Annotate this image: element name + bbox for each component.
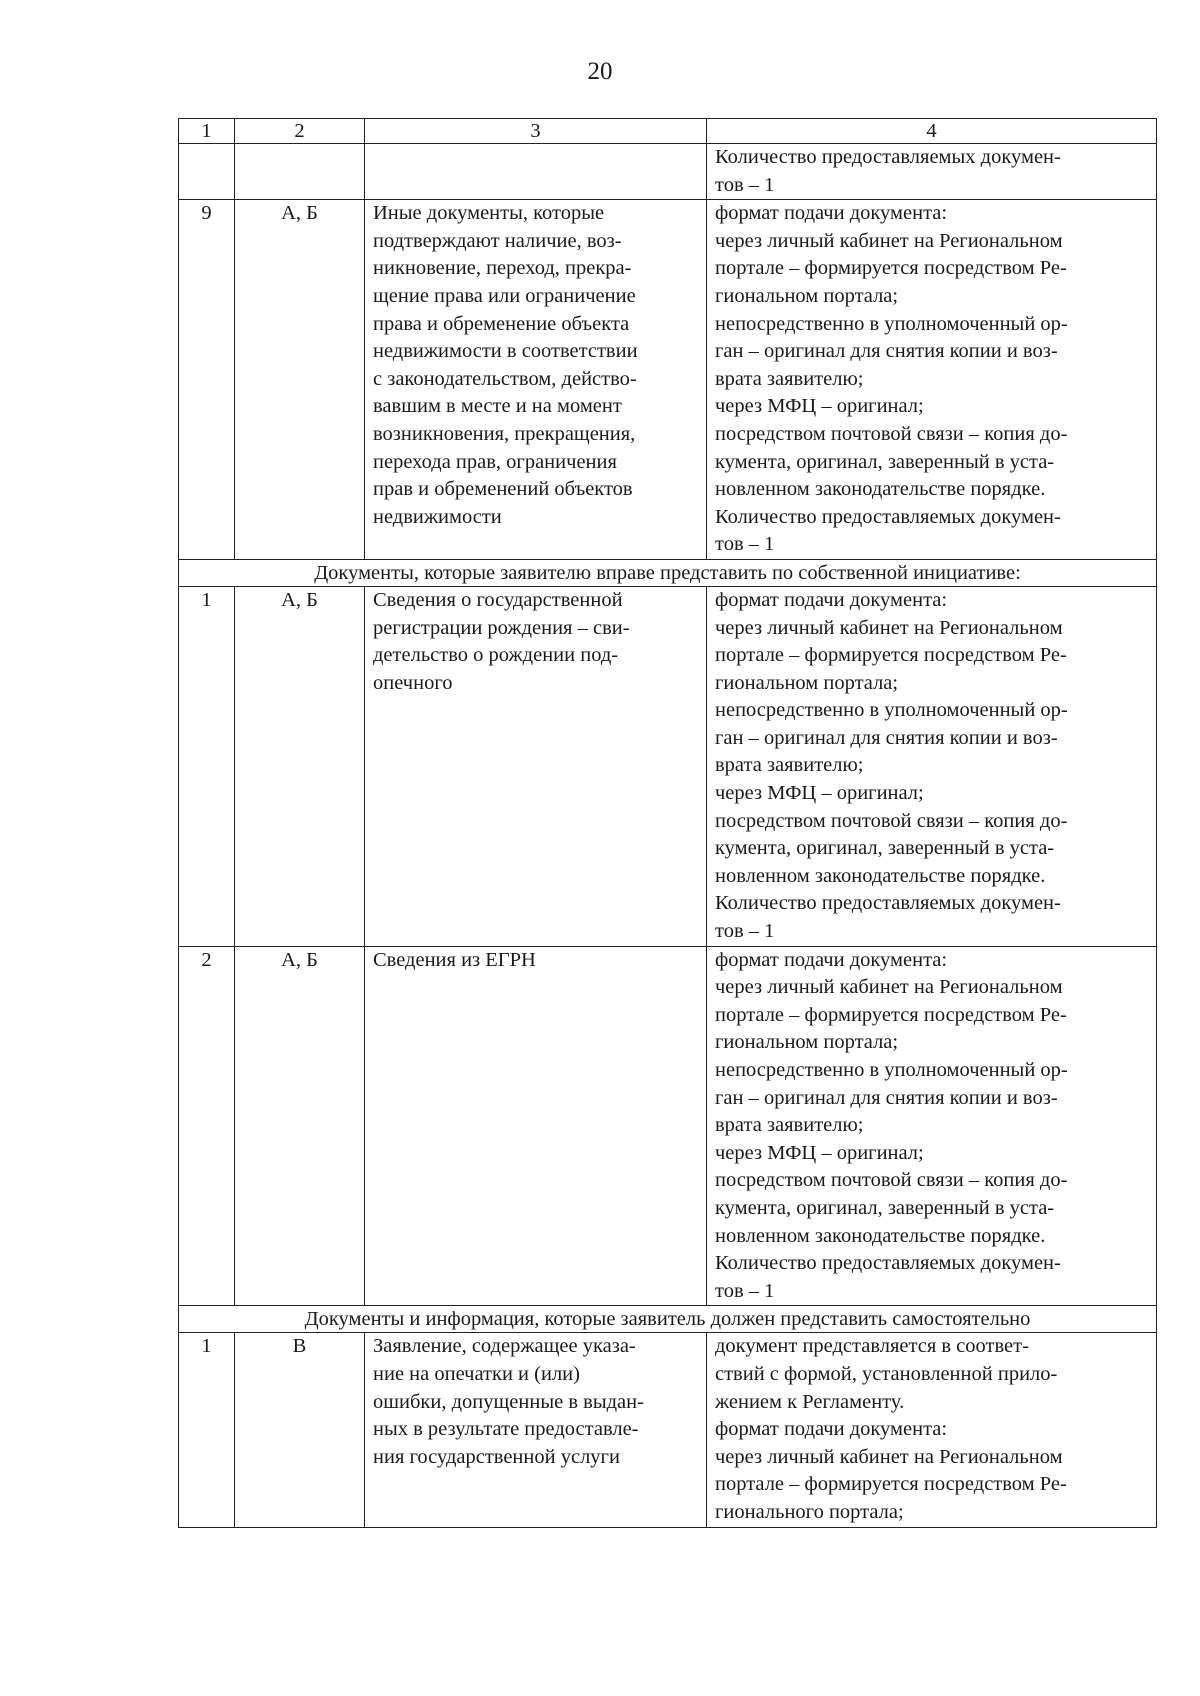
cell-text-line: непосредственно в уполномоченный ор-: [715, 699, 1068, 722]
cell-text-line: 1: [201, 588, 212, 611]
cell-text-line: Количество предоставляемых докумен-: [715, 892, 1061, 915]
cell-text-line: формат подачи документа:: [715, 1418, 948, 1441]
cell-text-line: тов – 1: [715, 173, 775, 196]
cell-text-line: формат подачи документа:: [715, 202, 948, 225]
cell-text-line: портале – формируется посредством Ре-: [715, 1003, 1067, 1026]
cell-text-line: ствий с формой, установленной прило-: [715, 1362, 1058, 1385]
table-row: [179, 946, 1157, 1306]
cell-text-line: новленном законодательстве порядке.: [715, 864, 1046, 887]
cell-text-line: 9: [201, 202, 212, 225]
cell-text-line: ган – оригинал для снятия копии и воз-: [715, 726, 1058, 749]
cell-text-line: посредством почтовой связи – копия до-: [715, 809, 1068, 832]
section-heading: Документы и информация, которые заявитель должен представить самостоятельно: [179, 1306, 1157, 1333]
cell-text-line: портале – формируется посредством Ре-: [715, 1473, 1067, 1496]
cell-text-line: А, Б: [281, 948, 318, 971]
cell-text-line: ошибки, допущенные в выдан-: [373, 1390, 644, 1413]
cell-text-line: детельство о рождении под-: [373, 644, 619, 667]
cell-text-line: документ представляется в соответ-: [715, 1335, 1029, 1358]
document-name-cell: [365, 586, 707, 946]
cell-text-line: новленном законодательстве порядке.: [715, 478, 1046, 501]
document-name-cell: [365, 200, 707, 560]
cell-text-line: Иные документы, которые: [373, 202, 605, 225]
row-number-cell: [179, 946, 235, 1306]
column-number: 2: [235, 119, 365, 144]
submission-format-cell: [707, 144, 1157, 200]
cell-text-line: ние на опечатки и (или): [373, 1362, 580, 1385]
table-row: [179, 200, 1157, 560]
cell-text-line: подтверждают наличие, воз-: [373, 229, 622, 252]
submission-format-cell: [707, 586, 1157, 946]
column-number: 4: [707, 119, 1157, 144]
cell-text-line: Количество предоставляемых докумен-: [715, 146, 1061, 168]
cell-text-line: ган – оригинал для снятия копии и воз-: [715, 340, 1058, 363]
document-name-cell: [365, 1333, 707, 1527]
category-cell: [235, 200, 365, 560]
document-name-cell: [365, 946, 707, 1306]
documents-table: [178, 118, 1157, 1528]
cell-text-line: кумента, оригинал, заверенный в уста-: [715, 1196, 1055, 1219]
cell-text-line: вавшим в месте и на момент: [373, 395, 622, 418]
cell-text-line: посредством почтовой связи – копия до-: [715, 1169, 1068, 1192]
cell-text-line: В: [292, 1335, 307, 1358]
section-heading: Документы, которые заявителю вправе представить по собственной инициативе:: [179, 559, 1157, 586]
cell-text-line: портале – формируется посредством Ре-: [715, 257, 1067, 280]
cell-text-line: опечного: [373, 671, 453, 694]
cell-text-line: врата заявителю;: [715, 754, 864, 777]
cell-text-line: новленном законодательстве порядке.: [715, 1224, 1046, 1247]
table-row: [179, 144, 1157, 200]
section-row-optional: [179, 559, 1157, 586]
cell-text-line: через личный кабинет на Региональном: [715, 1445, 1063, 1468]
cell-text-line: А, Б: [281, 202, 318, 225]
cell-text-line: щение права или ограничение: [373, 284, 636, 307]
table-row: [179, 1333, 1157, 1527]
cell-text-line: тов – 1: [715, 1279, 775, 1302]
document-name-cell: [365, 144, 707, 200]
cell-text-line: прав и обременений объектов: [373, 478, 633, 501]
cell-text-line: с законодательством, действо-: [373, 367, 637, 390]
submission-format-cell: [707, 1333, 1157, 1527]
cell-text-line: 1: [201, 1335, 212, 1358]
cell-text-line: через МФЦ – оригинал;: [715, 1141, 924, 1164]
cell-text-line: ган – оригинал для снятия копии и воз-: [715, 1086, 1058, 1109]
cell-text-line: Сведения о государственной: [373, 588, 623, 611]
cell-text-line: гиональном портала;: [715, 284, 899, 307]
submission-format-cell: [707, 946, 1157, 1306]
cell-text-line: кумента, оригинал, заверенный в уста-: [715, 837, 1055, 860]
cell-text-line: портале – формируется посредством Ре-: [715, 644, 1067, 667]
cell-text-line: никновение, переход, прекра-: [373, 257, 632, 280]
category-cell: [235, 586, 365, 946]
cell-text-line: ния государственной услуги: [373, 1445, 620, 1468]
cell-text-line: гионального портала;: [715, 1500, 904, 1523]
cell-text-line: кумента, оригинал, заверенный в уста-: [715, 450, 1055, 473]
table-row: [179, 586, 1157, 946]
cell-text-line: через личный кабинет на Региональном: [715, 976, 1063, 999]
cell-text-line: регистрации рождения – сви-: [373, 616, 630, 639]
cell-text-line: Количество предоставляемых докумен-: [715, 505, 1061, 528]
cell-text-line: А, Б: [281, 588, 318, 611]
submission-format-cell: [707, 200, 1157, 560]
row-number-cell: [179, 1333, 235, 1527]
cell-text-line: Количество предоставляемых докумен-: [715, 1252, 1061, 1275]
category-cell: [235, 144, 365, 200]
row-number-cell: [179, 200, 235, 560]
page-number: 20: [587, 58, 613, 85]
column-number: 1: [179, 119, 235, 144]
cell-text-line: жением к Регламенту.: [715, 1390, 905, 1413]
cell-text-line: через МФЦ – оригинал;: [715, 782, 924, 805]
cell-text-line: гиональном портала;: [715, 671, 899, 694]
cell-text-line: тов – 1: [715, 920, 775, 943]
cell-text-line: через личный кабинет на Региональном: [715, 616, 1063, 639]
cell-text-line: формат подачи документа:: [715, 588, 948, 611]
cell-text-line: через личный кабинет на Региональном: [715, 229, 1063, 252]
cell-text-line: тов – 1: [715, 533, 775, 556]
cell-text-line: непосредственно в уполномоченный ор-: [715, 312, 1068, 335]
cell-text-line: формат подачи документа:: [715, 948, 948, 971]
cell-text-line: возникновения, прекращения,: [373, 422, 636, 445]
cell-text-line: 2: [201, 948, 212, 971]
category-cell: [235, 946, 365, 1306]
column-number-row: [179, 119, 1157, 144]
cell-text-line: ных в результате предоставле-: [373, 1418, 639, 1441]
cell-text-line: Заявление, содержащее указа-: [373, 1335, 636, 1358]
cell-text-line: врата заявителю;: [715, 367, 864, 390]
column-number: 3: [365, 119, 707, 144]
cell-text-line: непосредственно в уполномоченный ор-: [715, 1059, 1068, 1081]
cell-text-line: через МФЦ – оригинал;: [715, 395, 924, 418]
cell-text-line: Сведения из ЕГРН: [373, 948, 536, 971]
cell-text-line: гиональном портала;: [715, 1031, 899, 1054]
row-number-cell: [179, 586, 235, 946]
cell-text-line: врата заявителю;: [715, 1114, 864, 1137]
cell-text-line: недвижимости: [373, 505, 502, 528]
cell-text-line: права и обременение объекта: [373, 312, 630, 335]
section-row-required: [179, 1306, 1157, 1333]
category-cell: [235, 1333, 365, 1527]
cell-text-line: посредством почтовой связи – копия до-: [715, 422, 1068, 445]
cell-text-line: недвижимости в соответствии: [373, 340, 638, 363]
cell-text-line: перехода прав, ограничения: [373, 450, 617, 473]
row-number-cell: [179, 144, 235, 200]
